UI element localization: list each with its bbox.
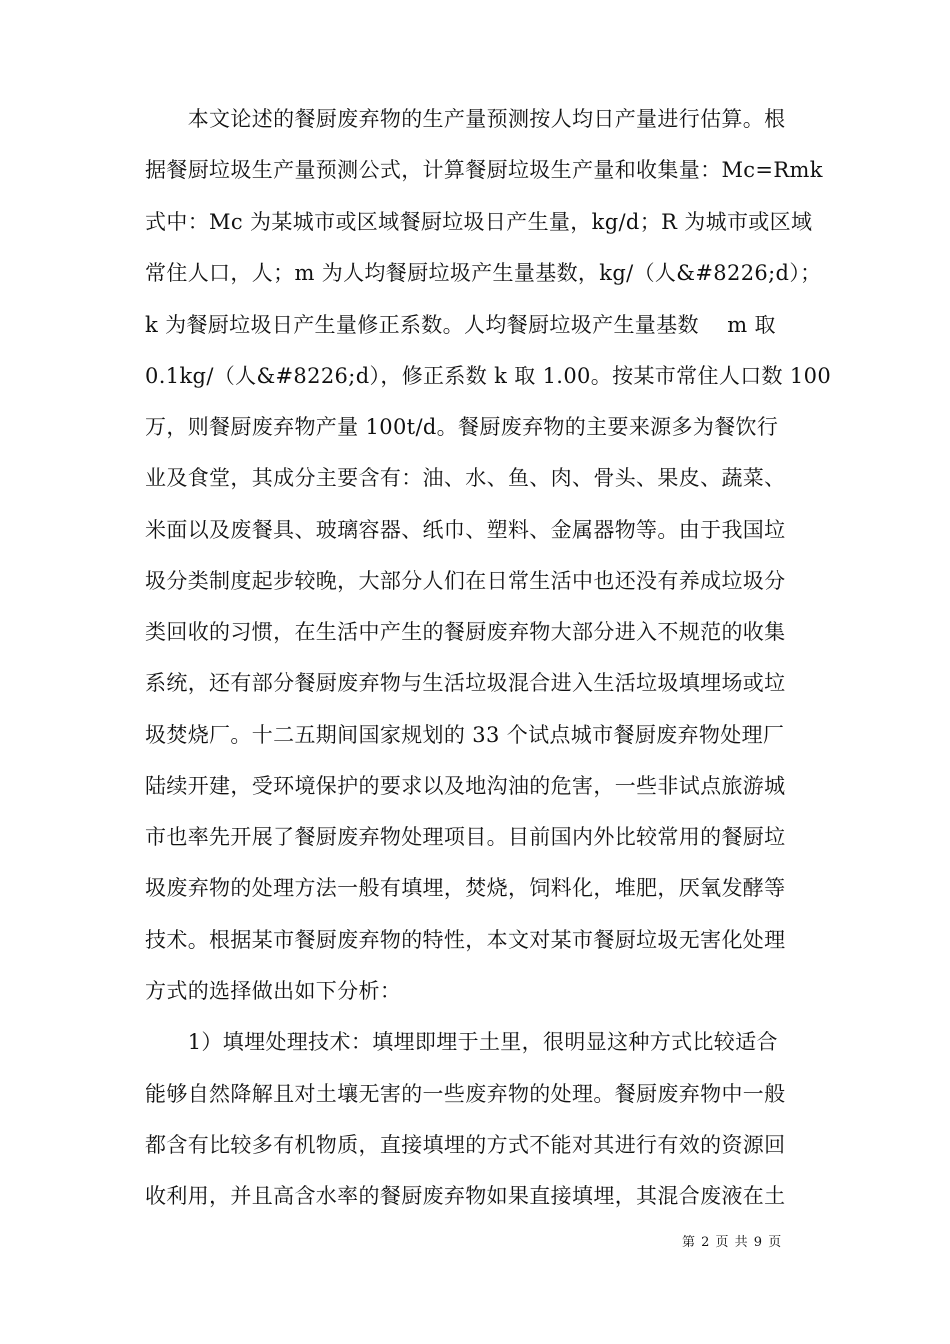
text-line: 系统，还有部分餐厨废弃物与生活垃圾混合进入生活垃圾填埋场或垃 [145, 671, 786, 695]
text-line: 技术。根据某市餐厨废弃物的特性，本文对某市餐厨垃圾无害化处理 [145, 928, 786, 952]
text-line: 能够自然降解且对土壤无害的一些废弃物的处理。餐厨废弃物中一般 [145, 1082, 786, 1106]
text-line: 类回收的习惯，在生活中产生的餐厨废弃物大部分进入不规范的收集 [145, 620, 786, 644]
text-line: 本文论述的餐厨废弃物的生产量预测按人均日产量进行估算。根 [145, 107, 786, 131]
text-line: 陆续开建，受环境保护的要求以及地沟油的危害，一些非试点旅游城 [145, 774, 786, 798]
text-line: 米面以及废餐具、玻璃容器、纸巾、塑料、金属器物等。由于我国垃 [145, 518, 786, 542]
text-line: 常住人口，人；m 为人均餐厨垃圾产生量基数，kg/（人&#8226;d）； [145, 261, 822, 285]
text-line: 1）填埋处理技术：填埋即埋于土里，很明显这种方式比较适合 [145, 1030, 778, 1054]
text-line: 市也率先开展了餐厨废弃物处理项目。目前国内外比较常用的餐厨垃 [145, 825, 786, 849]
text-line: 万，则餐厨废弃物产量 100t/d。餐厨废弃物的主要来源多为餐饮行 [145, 415, 779, 439]
text-line: 式中：Mc 为某城市或区域餐厨垃圾日产生量，kg/d；R 为城市或区域 [145, 210, 813, 234]
text-line: k 为餐厨垃圾日产生量修正系数。人均餐厨垃圾产生量基数 m 取 [145, 313, 776, 337]
text-line: 圾分类制度起步较晚，大部分人们在日常生活中也还没有养成垃圾分 [145, 569, 786, 593]
text-line: 方式的选择做出如下分析： [145, 979, 402, 1003]
text-line: 据餐厨垃圾生产量预测公式，计算餐厨垃圾生产量和收集量：Mc=Rmk [145, 158, 823, 182]
text-line: 业及食堂，其成分主要含有：油、水、鱼、肉、骨头、果皮、蔬菜、 [145, 466, 786, 490]
text-line: 都含有比较多有机物质，直接填埋的方式不能对其进行有效的资源回 [145, 1133, 786, 1157]
text-line: 0.1kg/（人&#8226;d），修正系数 k 取 1.00。按某市常住人口数 100 [145, 364, 832, 388]
text-line: 收利用，并且高含水率的餐厨废弃物如果直接填埋，其混合废液在土 [145, 1184, 786, 1208]
page-number-footer: 第 2 页 共 9 页 [682, 1235, 783, 1250]
text-line: 圾废弃物的处理方法一般有填埋，焚烧，饲料化，堆肥，厌氧发酵等 [145, 876, 786, 900]
text-line: 圾焚烧厂。十二五期间国家规划的 33 个试点城市餐厨废弃物处理厂 [145, 723, 785, 747]
